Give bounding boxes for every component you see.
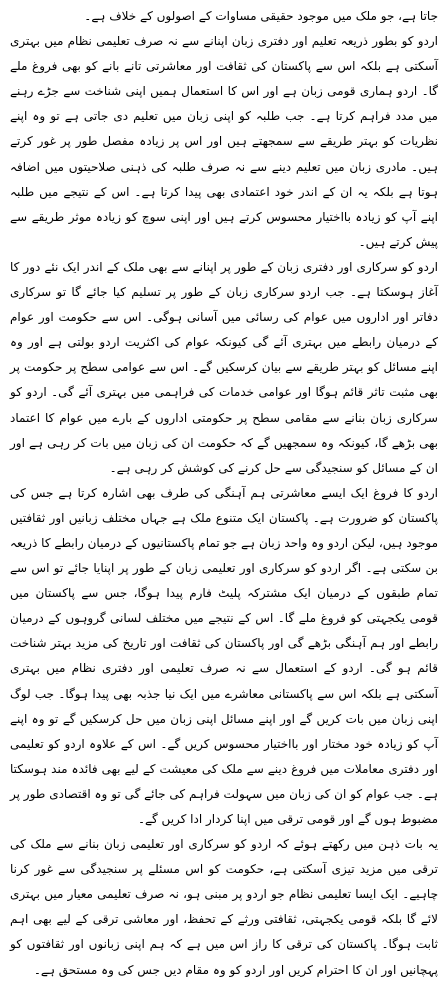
paragraph-4: اردو کا فروغ ایک ایسے معاشرتی ہم آہنگی کی طرف بھی اشارہ کرتا ہے جس کی پاکستان کو ضرورت ہے۔ پاکستان ایک متنوع ملک ہے جہاں مختلف زبانیں اور ثقافتیں موجود ہیں، لیکن اردو وہ واحد زبان ہے جو تمام پاکستانیوں کے درمیان رابطے کا ذریعہ بن سکتی ہے۔ اگر اردو کو سرکاری اور تعلیمی زبان کے طور پر اپنایا جائے تو اس سے تمام طبقوں کے درمیان ایک مشترکہ پلیٹ فارم پیدا ہوگا، جس سے پاکستان میں قومی یکجہتی کو فروغ ملے گا۔ اس کے نتیجے میں مختلف لسانی گروہوں کے درمیان رابطے اور ہم آہنگی بڑھے گی اور پاکستان کی ثقافت اور تاریخ کی مزید بہتر شناخت قائم ہو گی۔ اردو کے استعمال سے نہ صرف تعلیمی اور دفتری نظام میں بہتری آسکتی ہے بلکہ اس سے پاکستانی معاشرے میں ایک نیا جذبہ بھی پیدا ہوگا۔ جب لوگ اپنی زبان میں بات کریں گے اور اپنے مسائل اپنی زبان میں حل کرسکیں گے تو وہ اپنے آپ کو زیادہ خود مختار اور بااختیار محسوس کریں گے۔ اس کے علاوہ اردو کو تعلیمی اور دفتری معاملات میں فروغ دینے سے ملک کی معیشت کے لیے بھی فائدہ مند ہوسکتا ہے۔ جب عوام کو ان کی زبان میں سہولت فراہم کی جائے گی تو وہ اقتصادی طور پر مضبوط ہوں گے اور قومی ترقی میں اپنا کردار ادا کریں گے۔ [10, 485, 438, 826]
paragraph-3: اردو کو سرکاری اور دفتری زبان کے طور پر اپنانے سے بھی ملک کے اندر ایک نئے دور کا آغاز ہوسکتا ہے۔ جب اردو سرکاری زبان کے طور پر تسلیم کیا جائے گا تو سرکاری دفاتر اور اداروں میں عوام کی رسائی میں آسانی ہوگی۔ اس سے حکومت اور عوام کے درمیان رابطے میں بہتری آئے گی کیونکہ عوام کی اکثریت اردو بولتی ہے اور وہ اپنے مسائل کو بہتر طریقے سے بیان کرسکیں گے۔ اس سے عوامی سطح پر حکومت پر بھی مثبت تاثر قائم ہوگا اور عوامی خدمات کی فراہمی میں بہتری آئے گی۔ اردو کو سرکاری زبان بنانے سے مقامی سطح پر حکومتی اداروں کے بارے میں عوام کا اعتماد بھی بڑھے گا، کیونکہ وہ سمجھیں گے کہ حکومت ان کی زبان میں بات کر رہی ہے اور ان کے مسائل کو سنجیدگی سے حل کرنے کی کوشش کر رہی ہے۔ [10, 259, 438, 475]
paragraph-5: یہ بات ذہن میں رکھتے ہوئے کہ اردو کو سرکاری اور تعلیمی زبان بنانے سے ملک کی ترقی میں مزید تیزی آسکتی ہے، حکومت کو اس مسئلے پر سنجیدگی سے غور کرنا چاہیے۔ ایک ایسا تعلیمی نظام جو اردو پر مبنی ہو، نہ صرف تعلیمی معیار میں بہتری لائے گا بلکہ قومی یکجہتی، ثقافتی ورثے کے تحفظ، اور معاشی ترقی کے لیے بھی اہم ثابت ہوگا۔ پاکستان کی ترقی کا راز اس میں ہے کہ ہم اپنی زبانوں اور ثقافتوں کو پہچانیں اور ان کا احترام کریں اور اردو کو وہ مقام دیں جس کی وہ مستحق ہے۔ [10, 837, 438, 977]
paragraph-2: اردو کو بطور ذریعہ تعلیم اور دفتری زبان اپنانے سے نہ صرف تعلیمی نظام میں بہتری آسکتی ہے بلکہ اس سے پاکستان کی ثقافت اور معاشرتی تانے بانے کو بھی فروغ ملے گا۔ اردو ہماری قومی زبان ہے اور اس کا استعمال ہمیں اپنی شناخت سے جڑے رہنے میں مدد فراہم کرتا ہے۔ جب طلبہ کو اپنی زبان میں تعلیم دی جاتی ہے تو وہ اپنے نظریات کو بہتر طریقے سے سمجھتے ہیں اور اس پر زیادہ مفصل طور پر غور کرتے ہیں۔ مادری زبان میں تعلیم دینے سے نہ صرف طلبہ کی ذہنی صلاحیتوں میں اضافہ ہوتا ہے بلکہ یہ ان کے اندر خود اعتمادی بھی پیدا کرتا ہے۔ اس کے نتیجے میں طلبہ اپنے آپ کو زیادہ بااختیار محسوس کرتے ہیں اور اپنی سوچ کو زیادہ موثر طریقے سے پیش کرتے ہیں۔ [10, 34, 438, 249]
paragraph-1: جاتا ہے، جو ملک میں موجود حقیقی مساوات کے اصولوں کے خلاف ہے۔ [84, 9, 438, 23]
